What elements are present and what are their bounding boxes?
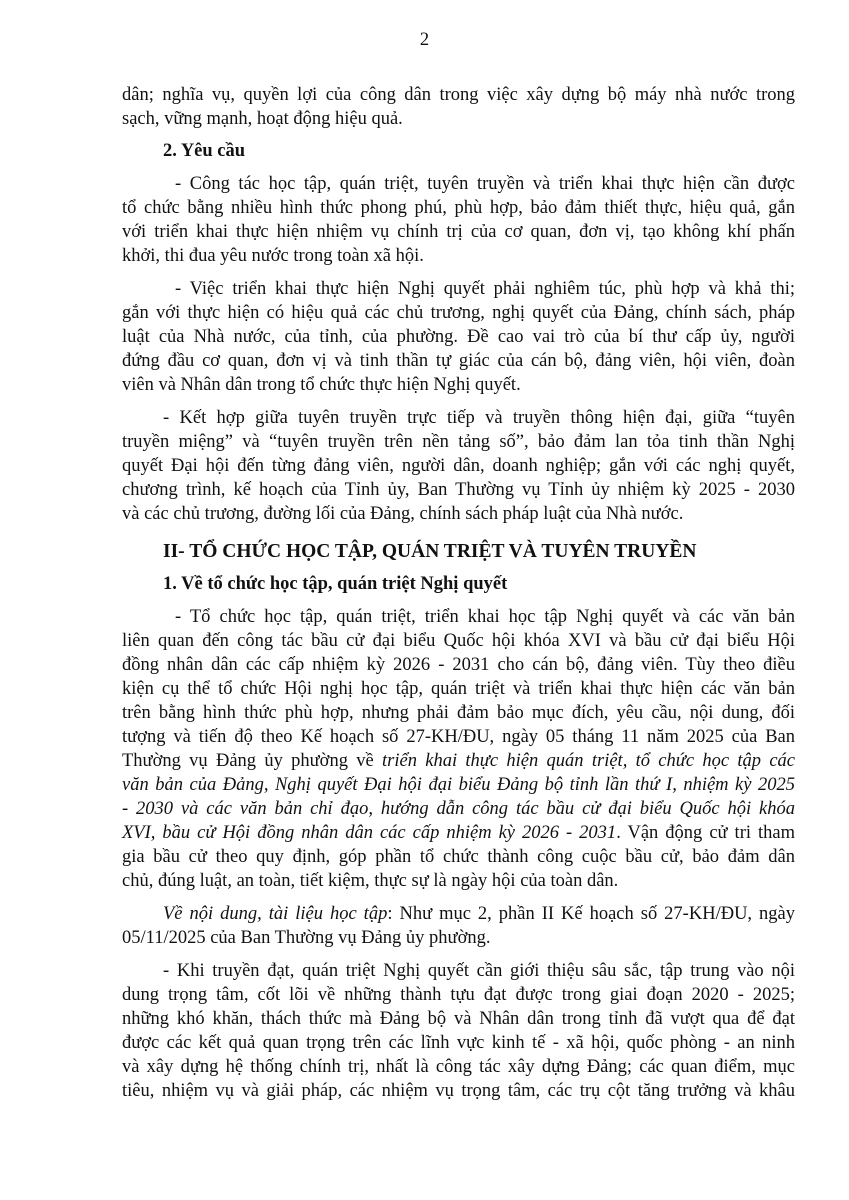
text-line: viên và Nhân dân trong tổ chức thực hiện Nghị quyết. (122, 375, 521, 395)
text-line (122, 773, 795, 797)
text-line: kiện cụ thể tổ chức Hội nghị học tập, quán triệt và triển khai thực hiện các văn bản (122, 679, 795, 699)
section-heading: 2. Yêu cầu (163, 141, 246, 161)
text-line: sạch, vững mạnh, hoạt động hiệu quả. (122, 109, 403, 129)
text-line: và các chủ trương, đường lối của Đảng, chính sách pháp luật của Nhà nước. (122, 504, 684, 524)
paragraph (122, 172, 795, 268)
section-heading: II- TỔ CHỨC HỌC TẬP, QUÁN TRIỆT VÀ TUYÊN TRUYỀN (163, 541, 697, 562)
text-line (122, 797, 795, 821)
text-line: đứng đầu cơ quan, đơn vị và tinh thần tự giác của cán bộ, đảng viên, hội viên, đoàn (122, 351, 795, 371)
text-line: được các kết quả quan trọng trên các lĩnh vực kinh tế - xã hội, quốc phòng - an ninh (122, 1033, 795, 1053)
italic-text: - 2030 và các văn bản chỉ đạo, hướng dẫn công tác bầu cử đại biểu Quốc hội khóa (122, 799, 795, 819)
text-line: - Tổ chức học tập, quán triệt, triển khai học tập Nghị quyết và các văn bản (175, 607, 795, 627)
text-line: quyết Đại hội đến từng đảng viên, người dân, doanh nghiệp; gắn với các nghị quyết, (122, 456, 795, 476)
text-line: trên bằng hình thức phù hợp, nhưng phải đảm bảo mục đích, yêu cầu, nội dung, đối (122, 703, 795, 723)
text-line: đồng nhân dân các cấp nhiệm kỳ 2026 - 2031 cho cán bộ, đảng viên. Tùy theo điều (122, 655, 795, 675)
paragraph (122, 902, 795, 950)
text-line: tượng và tiến độ theo Kế hoạch số 27-KH/ĐU, ngày 05 tháng 11 năm 2025 của Ban (122, 727, 795, 747)
text-line: liên quan đến công tác bầu cử đại biểu Quốc hội khóa XVI và bầu cử đại biểu Hội (122, 631, 795, 651)
paragraph (122, 83, 795, 131)
italic-text: văn bản của Đảng, Nghị quyết Đại hội đại biểu Đảng bộ tỉnh lần thứ I, nhiệm kỳ 2025 (122, 775, 795, 795)
text-line: - Việc triển khai thực hiện Nghị quyết phải nghiêm túc, phù hợp và khả thi; (175, 279, 795, 299)
paragraph (122, 406, 795, 526)
document-body (122, 83, 795, 1103)
section-heading: 1. Về tổ chức học tập, quán triệt Nghị quyết (163, 574, 508, 594)
text-line (122, 821, 795, 845)
italic-text: Về nội dung, tài liệu học tập (163, 904, 388, 924)
text-line: tiêu, nhiệm vụ và giải pháp, các nhiệm vụ trọng tâm, các trụ cột tăng trưởng và khâu (122, 1081, 795, 1101)
text-line: dân; nghĩa vụ, quyền lợi của công dân trong việc xây dựng bộ máy nhà nước trong (122, 85, 795, 105)
italic-text: XVI, bầu cử Hội đồng nhân dân các cấp nhiệm kỳ 2026 - 2031 (122, 823, 617, 843)
text-segment: : Như mục 2, phần II Kế hoạch số 27-KH/ĐU, ngày (387, 904, 795, 924)
text-line: khởi, thi đua yêu nước trong toàn xã hội. (122, 246, 424, 266)
text-line: và xây dựng hệ thống chính trị, nhất là công tác xây dựng Đảng; các quan điểm, mục (122, 1057, 795, 1077)
text-segment: Thường vụ Đảng ủy phường về (122, 751, 383, 771)
paragraph (122, 605, 795, 893)
text-line: 05/11/2025 của Ban Thường vụ Đảng ủy phường. (122, 928, 491, 948)
text-line (122, 749, 795, 773)
paragraph (122, 277, 795, 397)
text-line: chương trình, kế hoạch của Tỉnh ủy, Ban Thường vụ Tỉnh ủy nhiệm kỳ 2025 - 2030 (122, 480, 795, 500)
text-line: với triển khai thực hiện nhiệm vụ chính trị của cơ quan, đơn vị, tạo không khí phấn (122, 222, 795, 242)
text-line: - Công tác học tập, quán triệt, tuyên truyền và triển khai thực hiện cần được (175, 174, 795, 194)
text-line: truyền miệng” và “tuyên truyền trên nền tảng số”, bảo đảm lan tỏa tinh thần Nghị (122, 432, 795, 452)
text-segment: . Vận động cử tri tham (616, 823, 795, 843)
paragraph (122, 959, 795, 1103)
text-line: những khó khăn, thách thức mà Đảng bộ và Nhân dân trong tỉnh đã vượt qua để đạt (122, 1009, 795, 1029)
page-number: 2 (419, 30, 430, 50)
text-line (122, 902, 795, 926)
text-line: - Khi truyền đạt, quán triệt Nghị quyết cần giới thiệu sâu sắc, tập trung vào nội (163, 961, 795, 981)
text-line: - Kết hợp giữa tuyên truyền trực tiếp và truyền thông hiện đại, giữa “tuyên (163, 408, 795, 428)
text-line: tổ chức bằng nhiều hình thức phong phú, phù hợp, bảo đảm thiết thực, hiệu quả, gắn (122, 198, 795, 218)
text-line: gắn với thực hiện có hiệu quả các chủ trương, nghị quyết của Đảng, chính sách, pháp (122, 303, 795, 323)
text-line: luật của Nhà nước, của tỉnh, của phường. Đề cao vai trò của bí thư cấp ủy, người (122, 327, 795, 347)
italic-text: triển khai thực hiện quán triệt, tổ chức học tập các (382, 751, 795, 771)
text-line: dung trọng tâm, cốt lõi về những thành tựu đạt được trong giai đoạn 2020 - 2025; (122, 985, 795, 1005)
text-line: chủ, đúng luật, an toàn, tiết kiệm, thực sự là ngày hội của toàn dân. (122, 871, 619, 891)
text-line: gia bầu cử theo quy định, góp phần tổ chức thành công cuộc bầu cử, bảo đảm dân (122, 847, 795, 867)
